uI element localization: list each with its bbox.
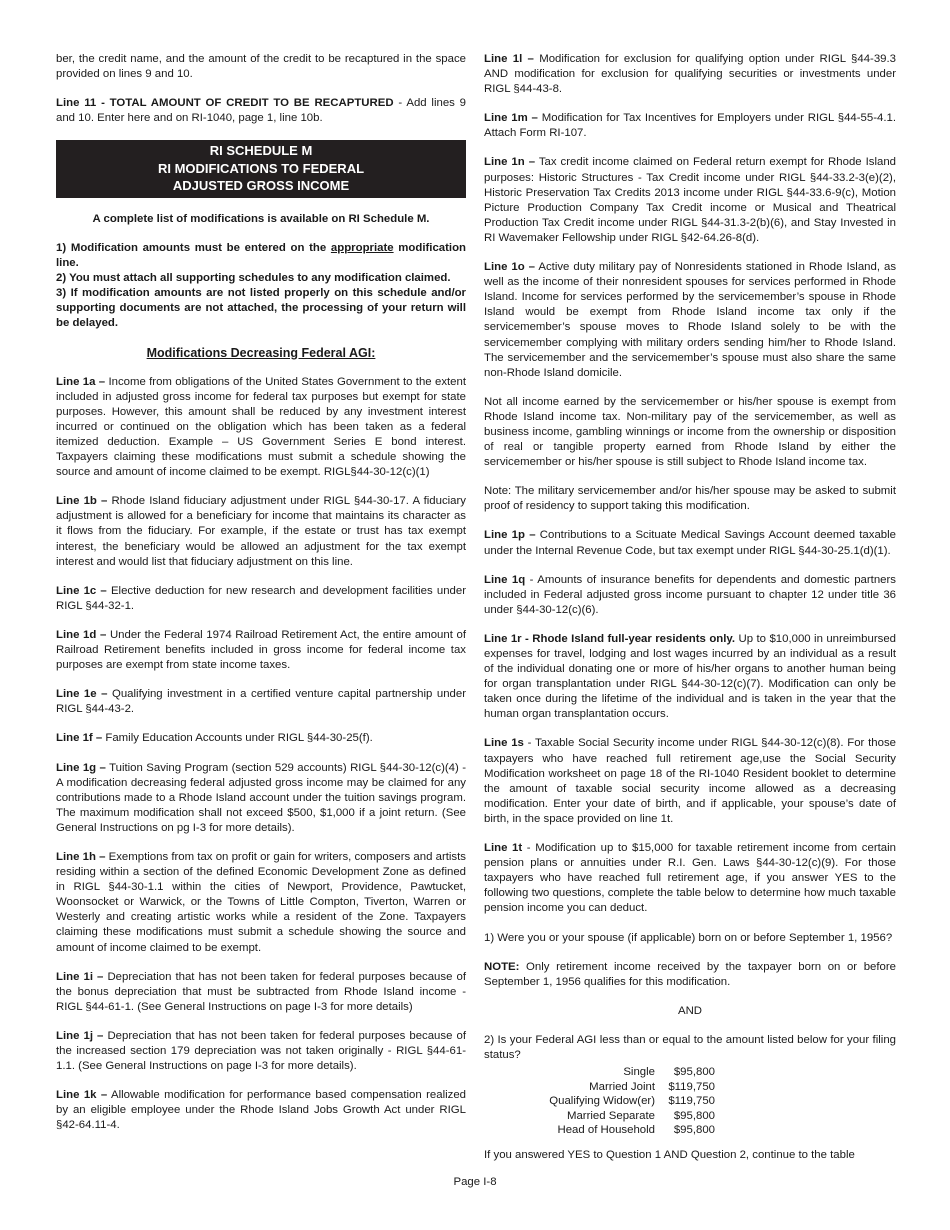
line-lead: Line 1n – bbox=[484, 156, 536, 169]
line-11-paragraph bbox=[56, 96, 466, 126]
line-lead: Line 1m – bbox=[484, 112, 538, 125]
filing-status-amount: $95,800 bbox=[673, 1124, 715, 1137]
line-text: Income from obligations of the United States Government to the extent included in adjusted gross income for federal tax purposes but exempt for state purposes. However, this amount shall be reduced by any investment interest incurred or continued on the obligation which has been taken as a federal itemized deduction. Example – US Government Series E bond interest. Taxpayers claiming these modifications must submit a schedule showing the source and amount of income claimed to be exempt. RIGL§44-30-12(c)(1) bbox=[56, 375, 467, 479]
instruction-1-b: modification line. bbox=[56, 241, 467, 270]
instruction-1-underline: appropriate bbox=[330, 241, 394, 254]
final-instruction: If you answered YES to Question 1 AND Question 2, continue to the table bbox=[484, 1149, 855, 1162]
line-paragraph bbox=[56, 1029, 466, 1074]
line-lead: Line 1l – bbox=[484, 53, 534, 65]
line-text: Contributions to a Scituate Medical Savings Account deemed taxable under the Internal Revenue Code, but tax exempt under RIGL §44-30-25.1(d)(1). bbox=[484, 529, 896, 557]
schedule-m-banner bbox=[56, 140, 466, 198]
line-lead: Line 1b – bbox=[56, 495, 108, 508]
line-lead: Line 1q bbox=[484, 573, 526, 586]
line-11-text: - Add lines 9 and 10. Enter here and on RI-1040, page 1, line 10b. bbox=[56, 97, 466, 125]
intro-paragraph: ber, the credit name, and the amount of the credit to be recaptured in the space provided on lines 9 and 10. bbox=[56, 53, 466, 81]
line-paragraph bbox=[484, 528, 896, 558]
line-lead: Line 1g – bbox=[56, 761, 106, 774]
note-paragraph bbox=[484, 960, 896, 990]
filing-status-table bbox=[484, 1065, 715, 1138]
line-text: - Amounts of insurance benefits for dependents and domestic partners included in Federal adjusted gross income pursuant to chapter 12 under title 36 under §44-30-12(c)(6). bbox=[484, 573, 897, 616]
line-lead: Line 1k – bbox=[56, 1089, 108, 1102]
instructions-block bbox=[56, 241, 466, 332]
line-lead: Line 1h – bbox=[56, 850, 106, 863]
line-1r-lead: Line 1r bbox=[484, 632, 522, 645]
filing-status-row bbox=[484, 1094, 715, 1109]
line-text: Allowable modification for performance based compensation realized by an eligible employee under the Rhode Island Jobs Growth Act under RIGL §42-64.11-4. bbox=[56, 1089, 466, 1132]
line-1s-lead: Line 1s bbox=[484, 737, 524, 750]
line-paragraph bbox=[56, 494, 466, 569]
instruction-1 bbox=[56, 241, 466, 271]
filing-status-label: Qualifying Widow(er) bbox=[549, 1095, 655, 1108]
filing-status-row bbox=[484, 1080, 715, 1095]
line-text: Family Education Accounts under RIGL §44-30-25(f). bbox=[102, 732, 373, 745]
line-paragraph bbox=[484, 155, 896, 246]
line-text: Tuition Saving Program (section 529 accounts) RIGL §44-30-12(c)(4) - A modification decreasing federal adjusted gross income may be claimed for any contributions made to a Rhode Island account under the tuition savings program. The maximum modification shall not exceed $500, $1,000 if a joint return. (See General Instructions on pg I-3 for more details). bbox=[56, 761, 466, 834]
filing-status-label: Head of Household bbox=[557, 1124, 655, 1137]
filing-status-amount: $95,800 bbox=[673, 1109, 715, 1122]
line-paragraph bbox=[56, 1088, 466, 1133]
complete-list-note: A complete list of modifications is available on RI Schedule M. bbox=[92, 212, 430, 225]
line-lead: Line 1f – bbox=[56, 732, 103, 745]
right-lines-list-2 bbox=[484, 528, 896, 617]
filing-status-row bbox=[484, 1065, 715, 1080]
line-paragraph bbox=[56, 687, 466, 717]
line-text: Active duty military pay of Nonresidents stationed in Rhode Island, as well as the income of their nonresident spouses for services performed in Rhode Island. Income for services performed by the servicemember’s spouse in Rhode Island would be exempt from Rhode Island income tax only if the servicemember’s spouse moves to Rhode Island solely to be with the servicemember complying with military orders sending him/her to Rhode Island. The servicemember and the servicemember’s spouse must also share the same non-Rhode Island domicile. bbox=[484, 261, 897, 379]
line-paragraph bbox=[56, 628, 466, 673]
line-paragraph bbox=[56, 850, 466, 956]
banner-line-3: ADJUSTED GROSS INCOME bbox=[172, 178, 350, 194]
line-paragraph bbox=[56, 731, 466, 746]
line-lead: Line 1i – bbox=[56, 970, 104, 983]
line-1t-text: - Modification up to $15,000 for taxable retirement income from certain pension plans or annuities under R.I. Gen. Laws §44-30-12(c)(9). For those taxpayers who have reached full retirement age, if you answer YES to the following two questions, complete the table below to determine how much taxable pension income you can deduct. bbox=[484, 842, 896, 915]
note-lead: NOTE: bbox=[484, 960, 520, 973]
line-11-lead: Line 11 bbox=[56, 97, 97, 110]
line-text: Rhode Island fiduciary adjustment under RIGL §44-30-17. A fiduciary adjustment is allowed for a beneficiary for income that maintains its character as it flows from the fiduciary. For example, if the estate or trust has tax exempt interest, the beneficiary would be allowed an adjustment for the tax exempt interest and would list that fiduciary adjustment on this line. bbox=[56, 495, 466, 568]
line-lead: Line 1o – bbox=[484, 261, 536, 274]
line-paragraph bbox=[484, 260, 896, 381]
line-text: Elective deduction for new research and development facilities under RIGL §44-32-1. bbox=[56, 584, 467, 612]
line-1t-paragraph bbox=[484, 841, 896, 916]
filing-status-amount: $119,750 bbox=[668, 1080, 715, 1093]
page-number: Page I-8 bbox=[453, 1176, 497, 1188]
line-text: Depreciation that has not been taken for federal purposes because of the bonus depreciation that must be subtracted from Rhode Island income - RIGL §44-61-1. (See General Instructions on page I-3 for more details) bbox=[56, 970, 466, 1013]
line-1s-text: - Taxable Social Security income under RIGL §44-30-12(c)(8). For those taxpayers who have reached full retirement age,use the Social Security Modification worksheet on page 18 of the RI-1040 Resident booklet to determine the amount of taxable social security income allowed as a decreasing modification. Enter your date of birth, and if applicable, your spouse’s date of birth, in the space provided on line 1t. bbox=[484, 737, 896, 825]
filing-status-amount: $95,800 bbox=[673, 1066, 715, 1079]
military-note: Not all income earned by the servicemember or his/her spouse is exempt from Rhode Island income tax. Non-military pay of the servicemember, as well as business income, gambling winnings or income from the ownership or disposition of real or tangible property earned from Rhode Island by either the servicemember or his/her spouse is still subject to Rhode Island income tax. bbox=[484, 395, 896, 469]
banner-line-1: RI SCHEDULE M bbox=[209, 143, 313, 159]
line-text: Qualifying investment in a certified venture capital partnership under RIGL §44-43-2. bbox=[56, 688, 467, 716]
line-paragraph bbox=[484, 573, 896, 618]
filing-status-amount: $119,750 bbox=[668, 1095, 715, 1108]
line-text: Modification for exclusion for qualifying option under RIGL §44-39.3 AND modification for exclusion for qualifying securities or investments under RIGL §44-43-8. bbox=[484, 53, 896, 96]
filing-status-label: Married Separate bbox=[566, 1109, 655, 1122]
line-text: Modification for Tax Incentives for Employers under RIGL §44-55-4.1. Attach Form RI-107. bbox=[484, 112, 897, 140]
right-column bbox=[484, 52, 896, 1177]
line-lead: Line 1c – bbox=[56, 584, 107, 597]
line-1t-lead: Line 1t bbox=[484, 842, 523, 855]
line-1r-text: Up to $10,000 in unreimbursed expenses for travel, lodging and lost wages incurred by an individual as a result of the individual donating one or more of his/her organs to another human being for organ transplantation under RIGL §44-30-12(c)(7). Modification can only be taken once during the lifetime of the individual and is taken in the year that the human organ transplantation occurs. bbox=[484, 632, 896, 721]
line-paragraph bbox=[56, 761, 466, 836]
left-lines-list bbox=[56, 375, 466, 1134]
filing-status-body bbox=[484, 1065, 715, 1138]
line-1s-paragraph bbox=[484, 736, 896, 827]
line-paragraph bbox=[484, 52, 896, 97]
line-paragraph bbox=[484, 111, 896, 141]
question-2: 2) Is your Federal AGI less than or equal to the amount listed below for your filing status? bbox=[484, 1033, 896, 1061]
line-text: Depreciation that has not been taken for federal purposes because of the increased section 179 depreciation was not taken originally - RIGL §44-61-1.1. (See General Instructions on page I-3 for more details). bbox=[56, 1029, 466, 1073]
line-1r-title: - Rhode Island full-year residents only. bbox=[521, 632, 736, 645]
line-text: Tax credit income claimed on Federal return exempt for Rhode Island purposes: Historic Structures - Tax Credit income under RIGL §44-33.2-3(e)(2), Historic Preservation Tax Credits 2013 income under RIGL §44-33.6-9(c), Motion Picture Production Company Tax Credit income or Musical and Theatrical Production Tax Credit income under RIGL §44-31.3-2(b)(6), and Stay Invested in RI Wavemaker Fellowship under RIGL §42-64.26-8(d). bbox=[484, 156, 897, 244]
right-lines-list bbox=[484, 52, 896, 381]
instruction-2: 2) You must attach all supporting schedules to any modification claimed. bbox=[56, 272, 451, 285]
line-1r-paragraph bbox=[484, 632, 896, 723]
residency-note: Note: The military servicemember and/or his/her spouse may be asked to submit proof of residency to support taking this modification. bbox=[484, 485, 896, 513]
left-column bbox=[56, 52, 466, 1147]
filing-status-label: Married Joint bbox=[589, 1080, 655, 1093]
line-lead: Line 1j – bbox=[56, 1029, 104, 1042]
banner-line-2: RI MODIFICATIONS TO FEDERAL bbox=[157, 160, 365, 176]
line-text: Exemptions from tax on profit or gain for writers, composers and artists residing within a section of the defined Economic Development Zone as defined in RIGL §44-30-1.1 within the cities of Newport, Providence, Pawtucket, Woonsocket or Warwick, or the Towns of Little Compton, Tiverton, Warren or Westerly and creating artistic works while a resident of the Zone. Taxpayers claiming these modifications must submit a schedule showing the source and amount of income claimed to be exempt. bbox=[56, 850, 466, 954]
filing-status-row bbox=[484, 1109, 715, 1124]
line-lead: Line 1p – bbox=[484, 529, 536, 542]
line-paragraph bbox=[56, 970, 466, 1015]
instruction-3: 3) If modification amounts are not listed properly on this schedule and/or supporting documents are not attached, the processing of your return will be delayed. bbox=[56, 287, 466, 330]
filing-status-row bbox=[484, 1123, 715, 1138]
instruction-1-a: 1) Modification amounts must be entered on the bbox=[56, 241, 331, 254]
line-text: Under the Federal 1974 Railroad Retirement Act, the entire amount of Railroad Retirement benefits included in gross income for federal income tax purposes are exempt from state income taxes. bbox=[56, 628, 467, 672]
line-11-title: - TOTAL AMOUNT OF CREDIT TO BE RECAPTURED bbox=[96, 97, 394, 110]
question-1: 1) Were you or your spouse (if applicable) born on or before September 1, 1956? bbox=[484, 931, 893, 944]
line-lead: Line 1a – bbox=[56, 375, 106, 388]
line-lead: Line 1d – bbox=[56, 628, 107, 641]
note-text: Only retirement income received by the taxpayer born on or before September 1, 1956 qualifies for this modification. bbox=[484, 960, 896, 988]
section-heading: Modifications Decreasing Federal AGI: bbox=[146, 345, 376, 360]
and-separator: AND bbox=[677, 1004, 703, 1017]
filing-status-label: Single bbox=[623, 1066, 655, 1079]
line-lead: Line 1e – bbox=[56, 688, 108, 701]
line-paragraph bbox=[56, 375, 466, 481]
line-paragraph bbox=[56, 584, 466, 614]
